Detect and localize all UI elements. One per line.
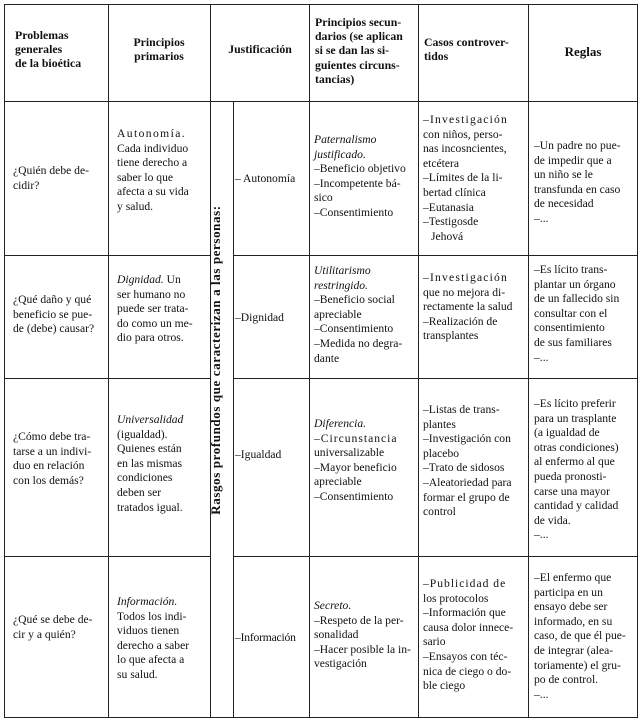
header-divider (5, 101, 637, 102)
row-divider (5, 378, 210, 379)
justification-cell: – Autonomía (235, 172, 296, 185)
problem-cell: ¿Qué se debe de- cir y a quién? (13, 613, 93, 641)
justification-cell: –Información (235, 631, 296, 644)
header-rules: Reglas (564, 44, 602, 59)
problem-cell: ¿Quién debe de- cidir? (13, 164, 89, 192)
cases-cell: –Investigación con niños, perso- nas incosncientes, etcétera –Límites de la li- bertad clínica –Eutanasia –Testigosde Jehová (423, 113, 509, 243)
row-divider (233, 556, 637, 557)
justification-cell: –Dignidad (235, 311, 284, 324)
column-divider (418, 5, 419, 717)
row-divider (233, 378, 637, 379)
principle-cell: Información. Todos los indi- viduos tienen derecho a saber lo que afecta a su salud. (117, 595, 190, 681)
cases-cell: –Publicidad de los protocolos –Información que causa dolor innece- sario –Ensayos con téc- nica de ciego o do- ble ciego (423, 577, 514, 693)
column-divider (528, 5, 529, 717)
rules-cell: –Es lícito preferir para un trasplante (a igualdad de otras condiciones) al enfermo al que pueda pronosti- carse una mayor cantidad y calidad de vida. –... (534, 397, 619, 542)
header-primary-principles: Principios primarios (133, 35, 185, 64)
header-controversial-cases: Casos controver- tidos (424, 35, 509, 64)
justification-cell: –Igualdad (235, 448, 282, 461)
problem-cell: ¿Qué daño y qué beneficio se pue- de (debe) causar? (13, 293, 95, 336)
row-divider (233, 255, 637, 256)
rules-cell: –Un padre no pue- de impedir que a un niño se le transfunda en caso de necesidad –... (534, 139, 621, 225)
header-justification: Justificación (228, 42, 292, 56)
rules-cell: –El enfermo que participa en un ensayo debe ser informado, en su caso, de que él pue- de integrar (alea- toriamente) el gru- po de control. –... (534, 571, 626, 701)
principle-cell: Dignidad. Un ser humano no puede ser trata- do como un me- dio para otros. (117, 273, 193, 345)
secondary-principle-cell: Paternalismo justificado. –Beneficio objetivo –Incompetente bá- sico –Consentimiento (314, 133, 406, 219)
bioethics-table: Problemas generales de la bioética Principios primarios Justificación Principios secun- darios (se aplican si se dan las si- guientes circuns- tancias) Casos controver- tidos Reglas Rasgos profundos que caracterizan a las personas: ¿Quién debe de- cidir? Autonomía. Cada individuo tiene derecho a saber lo que afecta a su vida y salud. – Autonomía Paternalismo justificado. –Beneficio objetivo –Incompetente bá- sico –Consentimiento –Investigación con niños, perso- nas incosncientes, etcétera –Límites de la li- bertad clínica –Eutanasia –Testigosde Jehová –Un padre no pue- de impedir que a un niño se le transfunda en caso de necesidad –... ¿Qué daño y qué beneficio se pue- de (debe) causar? Dignidad. Un ser humano no puede ser trata- do como un me- dio para otros. –Dignidad Utilitarismo restringido. –Beneficio social apreciable –Consentimiento –Medida no degra- dante –Investigación que no mejora di- rectamente la salud –Realización de transplantes –Es lícito trans- plantar un órgano de un fallecido sin consultar con el consentimiento de sus familiares –... ¿Cómo debe tra- tarse a un indivi- duo en relación con los demás? Universalidad (igualdad). Quienes están en las mismas condiciones deben ser tratados igual. –Igualdad Diferencia. –Circunstancia universalizable –Mayor beneficio apreciable –Consentimiento –Listas de trans- plantes –Investigación con placebo –Trato de sidosos –Aleatoriedad para formar el grupo de control –Es lícito preferir para un trasplante (a igualdad de otras condiciones) al enfermo al que pueda pronosti- carse una mayor cantidad y calidad de vida. –... ¿Qué se debe de- cir y a quién? Información. Todos los indi- viduos tienen derecho a saber lo que afecta a su salud. –Información Secreto. –Respeto de la per- sonalidad –Hacer posible la in- vestigación –Publicidad de los protocolos –Información que causa dolor innece- sario –Ensayos con téc- nica de ciego o do- ble ciego –El enfermo que participa en un ensayo debe ser informado, en su caso, de que él pue- de integrar (alea- toriamente) el gru- po de control. –... (4, 4, 638, 718)
column-divider (108, 5, 109, 717)
principle-cell: Autonomía. Cada individuo tiene derecho a saber lo que afecta a su vida y salud. (117, 127, 189, 213)
row-divider (5, 255, 210, 256)
column-divider (309, 5, 310, 717)
principle-cell: Universalidad (igualdad). Quienes están en las mismas condiciones deben ser tratados igual. (117, 413, 184, 514)
secondary-principle-cell: Secreto. –Respeto de la per- sonalidad –Hacer posible la in- vestigación (314, 599, 411, 671)
problem-cell: ¿Cómo debe tra- tarse a un indivi- duo en relación con los demás? (13, 430, 92, 487)
header-secondary-principles: Principios secun- darios (se aplican si se dan las si- guientes circuns- tancias) (315, 15, 403, 86)
rules-cell: –Es lícito trans- plantar un órgano de un fallecido sin consultar con el consentimiento de sus familiares –... (534, 263, 620, 364)
cases-cell: –Listas de trans- plantes –Investigación con placebo –Trato de sidosos –Aleatoriedad para formar el grupo de control (423, 403, 512, 519)
secondary-principle-cell: Utilitarismo restringido. –Beneficio social apreciable –Consentimiento –Medida no degra- dante (314, 264, 403, 365)
column-divider (233, 101, 234, 717)
row-divider (5, 556, 210, 557)
header-problems: Problemas generales de la bioética (15, 28, 82, 71)
cases-cell: –Investigación que no mejora di- rectamente la salud –Realización de transplantes (423, 271, 513, 343)
secondary-principle-cell: Diferencia. –Circunstancia universalizable –Mayor beneficio apreciable –Consentimiento (314, 417, 398, 503)
